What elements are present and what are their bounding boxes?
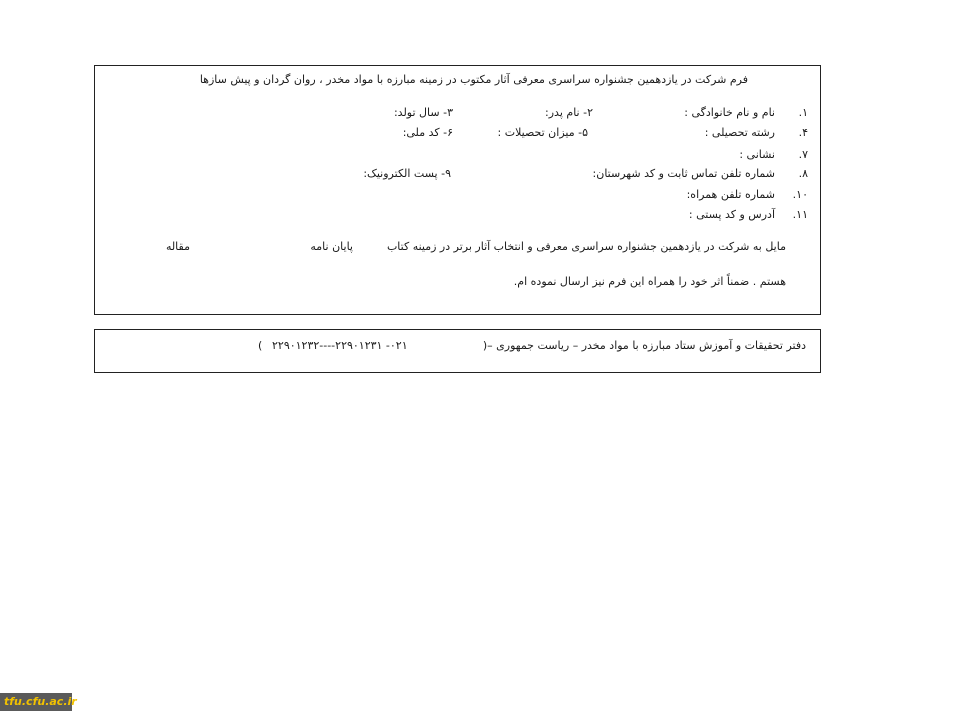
field-birth-year: ۳- سال تولد: bbox=[393, 106, 453, 119]
field-landline: شماره تلفن تماس ثابت و کد شهرستان: bbox=[592, 167, 775, 180]
field-mobile: شماره تلفن همراه: bbox=[686, 188, 775, 201]
row-number-7: ۷. bbox=[798, 148, 808, 161]
field-postal-address: آدرس و کد پستی : bbox=[688, 208, 775, 221]
participation-form bbox=[94, 65, 821, 315]
field-education-level: ۵- میزان تحصیلات : bbox=[497, 126, 588, 139]
row-number-1: ۱. bbox=[798, 106, 808, 119]
footer-office-text: دفتر تحقیقات و آموزش ستاد مبارزه با مواد مخدر – ریاست جمهوری –( bbox=[482, 339, 806, 352]
form-title: فرم شرکت در یازدهمین جشنواره سراسری معرفی آثار مکتوب در زمینه مبارزه با مواد مخدر ، روان گردان و پیش سازها bbox=[199, 73, 748, 86]
option-article: مقاله bbox=[165, 240, 190, 253]
field-national-code: ۶- کد ملی: bbox=[402, 126, 453, 139]
row-number-4: ۴. bbox=[798, 126, 808, 139]
footer-phone-numbers: ٠٢١- ٢٢٩٠١٢٣١----٢٢٩٠١٢٣٢ bbox=[272, 339, 408, 352]
row-number-10: ۱۰. bbox=[792, 188, 808, 201]
statement-line-2: هستم . ضمناً اثر خود را همراه این فرم نیز ارسال نموده ام. bbox=[513, 275, 786, 288]
option-thesis: پایان نامه bbox=[310, 240, 353, 253]
statement-line-1: مایل به شرکت در یازدهمین جشنواره سراسری معرفی و انتخاب آثار برتر در زمینه کتاب bbox=[386, 240, 786, 253]
field-full-name: نام و نام خانوادگی : bbox=[684, 106, 775, 119]
site-watermark-logo: tfu.cfu.ac.ir bbox=[0, 693, 72, 711]
contact-footer bbox=[94, 329, 821, 373]
row-number-8: ۸. bbox=[798, 167, 808, 180]
row-number-11: ۱۱. bbox=[792, 208, 808, 221]
field-father-name: ۲- نام پدر: bbox=[545, 106, 593, 119]
field-field-of-study: رشته تحصیلی : bbox=[704, 126, 775, 139]
field-email: ۹- پست الکترونیک: bbox=[363, 167, 451, 180]
field-address: نشانی : bbox=[739, 148, 775, 161]
footer-close-paren: ) bbox=[258, 339, 263, 352]
